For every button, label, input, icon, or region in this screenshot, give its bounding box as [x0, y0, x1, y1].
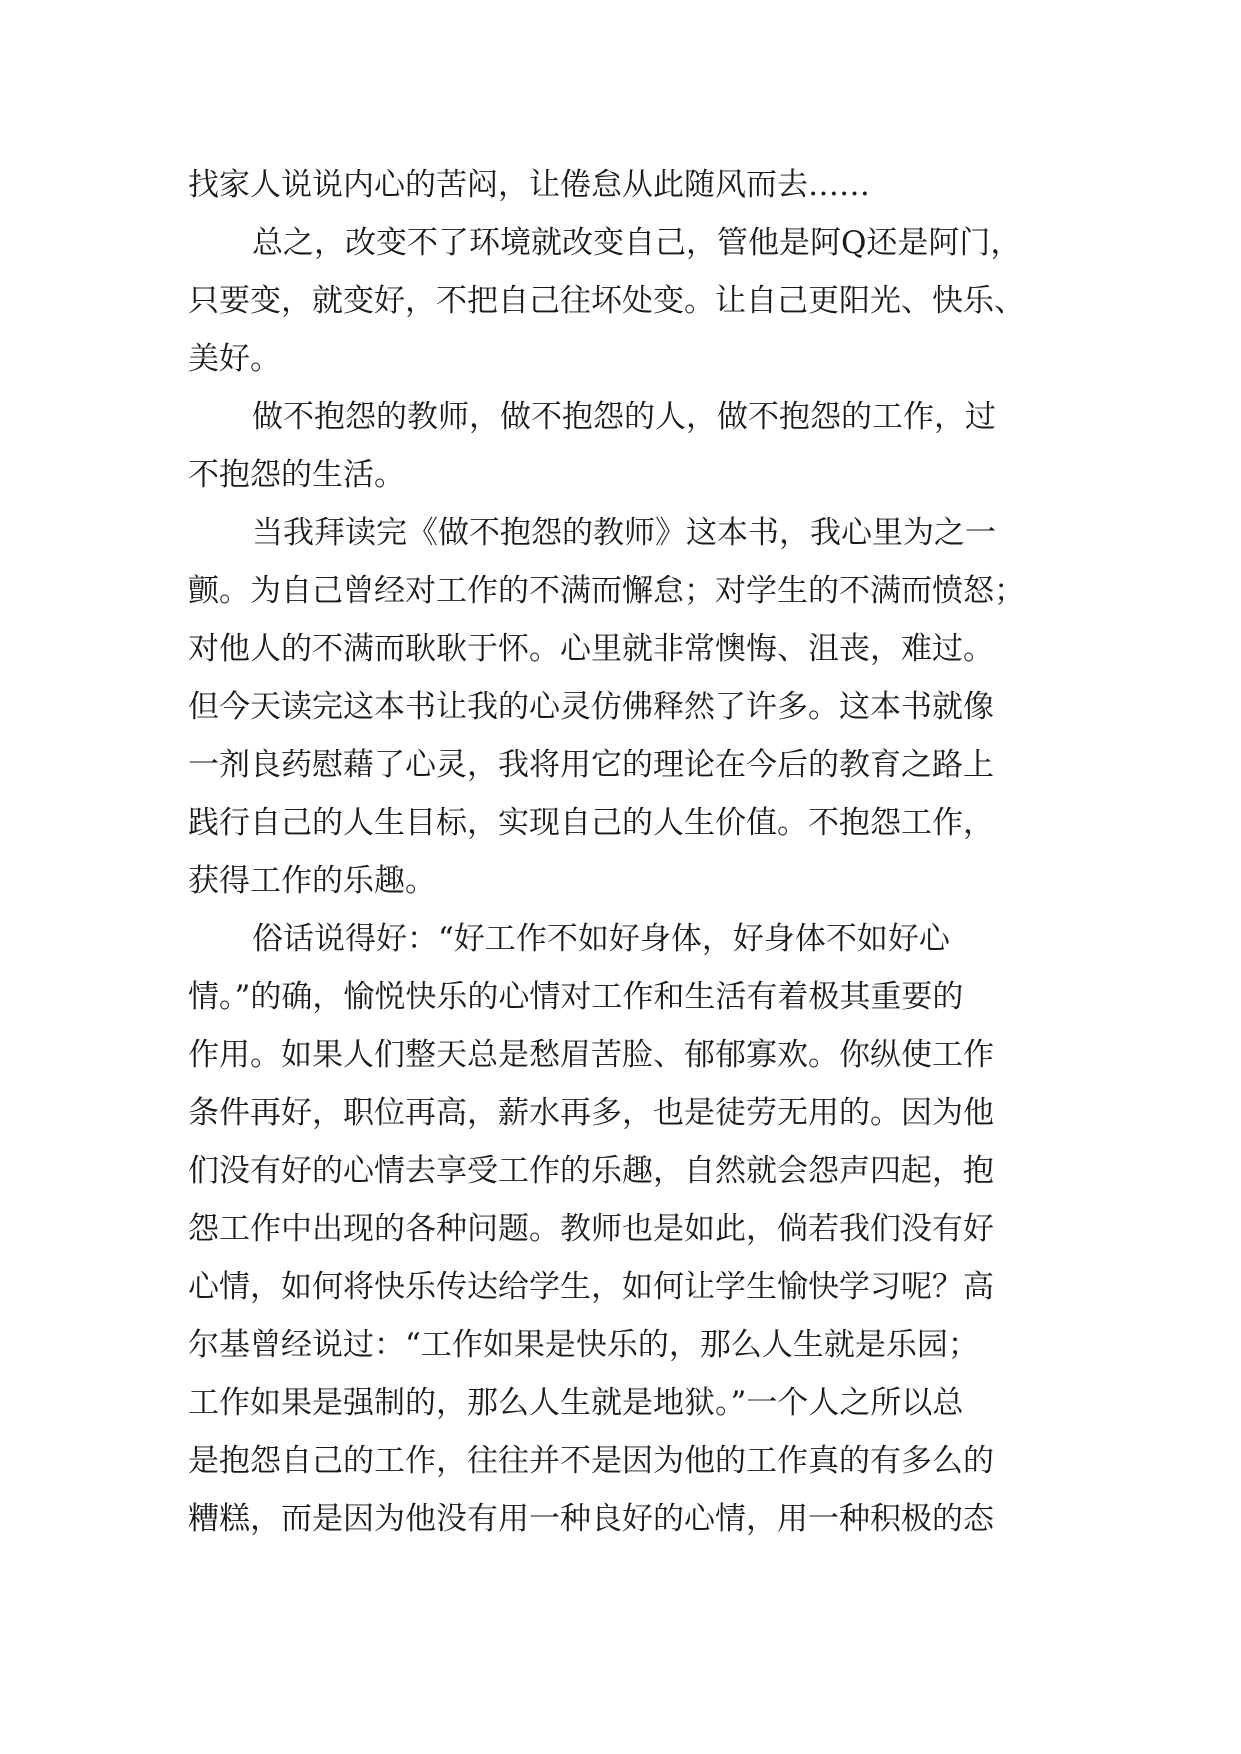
- text-line: 怨工作中出现的各种问题。教师也是如此，倘若我们没有好: [188, 1211, 994, 1247]
- text-line: 当我拜读完《做不抱怨的教师》这本书，我心里为之一: [252, 515, 996, 551]
- text-line: 糟糕，而是因为他没有用一种良好的心情，用一种积极的态: [188, 1501, 994, 1537]
- text-line: 美好。: [188, 341, 281, 377]
- text-line: 总之，改变不了环境就改变自己，管他是阿Q还是阿门，: [252, 225, 1022, 261]
- text-line: 只要变，就变好，不把自己往坏处变。让自己更阳光、快乐、: [188, 283, 1025, 319]
- text-line: 一剂良药慰藉了心灵，我将用它的理论在今后的教育之路上: [188, 747, 994, 783]
- text-line: 心情，如何将快乐传达给学生，如何让学生愉快学习呢？高: [188, 1269, 994, 1305]
- text-line: 俗话说得好：“好工作不如好身体，好身体不如好心: [252, 921, 950, 957]
- body-text: [188, 156, 1088, 1548]
- text-line: 获得工作的乐趣。: [188, 863, 436, 899]
- text-line: 作用。如果人们整天总是愁眉苦脸、郁郁寡欢。你纵使工作: [188, 1037, 994, 1073]
- text-line: 做不抱怨的教师，做不抱怨的人，做不抱怨的工作，过: [252, 399, 996, 435]
- text-line: 颤。为自己曾经对工作的不满而懈怠；对学生的不满而愤怒；: [188, 573, 1025, 609]
- text-line: 工作如果是强制的，那么人生就是地狱。”一个人之所以总: [188, 1385, 964, 1421]
- text-line: 情。”的确，愉悦快乐的心情对工作和生活有着极其重要的: [188, 979, 964, 1015]
- text-line: 尔基曾经说过：“工作如果是快乐的，那么人生就是乐园；: [188, 1327, 979, 1363]
- text-line: 条件再好，职位再高，薪水再多，也是徒劳无用的。因为他: [188, 1095, 994, 1131]
- text-line: 对他人的不满而耿耿于怀。心里就非常懊悔、沮丧，难过。: [188, 631, 994, 667]
- text-line: 是抱怨自己的工作，往往并不是因为他的工作真的有多么的: [188, 1443, 994, 1479]
- text-line: 践行自己的人生目标，实现自己的人生价值。不抱怨工作，: [188, 805, 994, 841]
- text-line: 但今天读完这本书让我的心灵仿佛释然了许多。这本书就像: [188, 689, 994, 725]
- text-line: 不抱怨的生活。: [188, 457, 405, 493]
- text-line: 们没有好的心情去享受工作的乐趣，自然就会怨声四起，抱: [188, 1153, 994, 1189]
- text-line: 找家人说说内心的苦闷，让倦怠从此随风而去……: [188, 167, 870, 203]
